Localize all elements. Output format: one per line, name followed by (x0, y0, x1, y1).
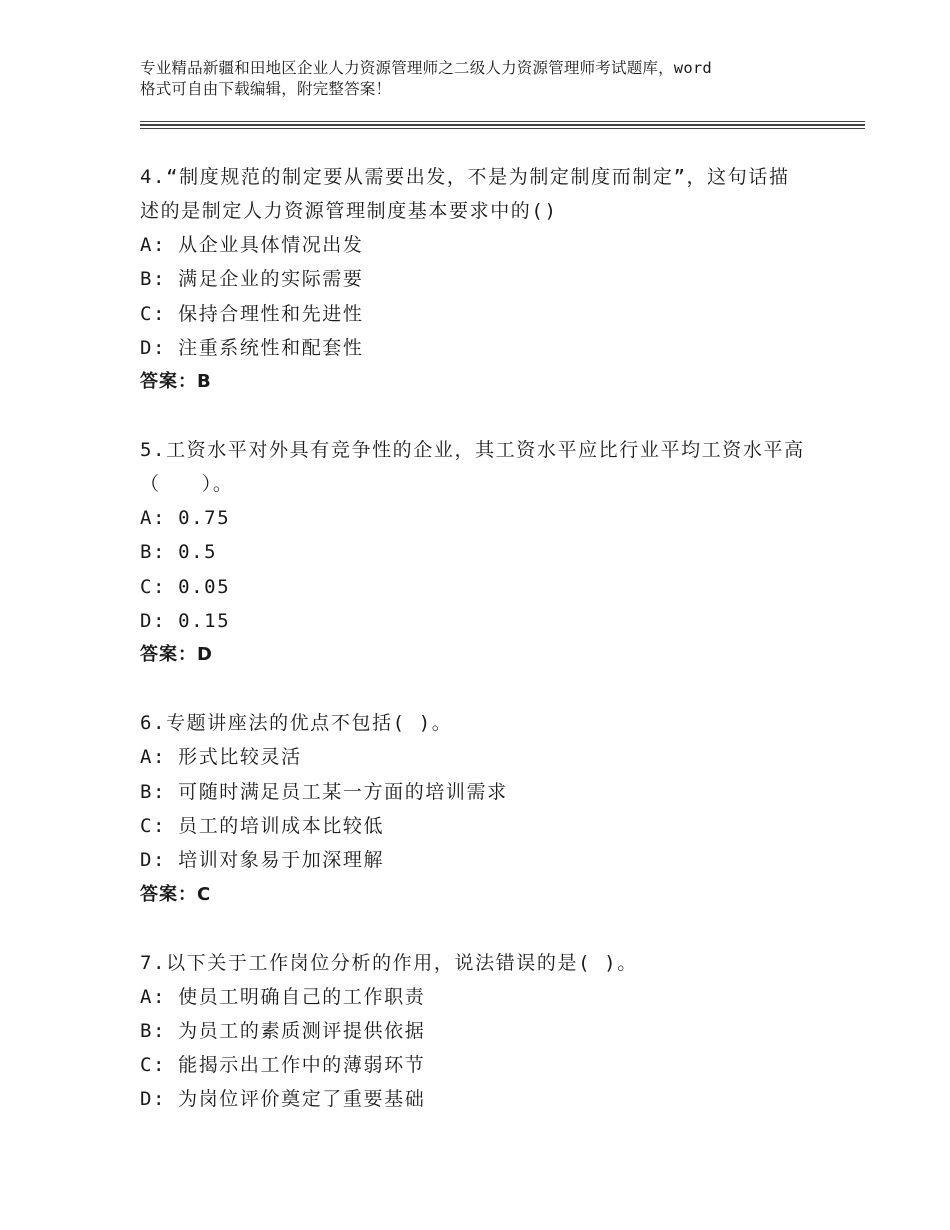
option-key: D : (140, 610, 178, 632)
option-text: 注重系统性和配套性 (178, 336, 364, 359)
question-4 (140, 160, 810, 399)
option-d (140, 331, 810, 365)
option-b (140, 262, 810, 296)
option-d (140, 604, 810, 638)
option-key: D : (140, 337, 178, 359)
answer-label: 答案：C (140, 883, 212, 905)
option-c (140, 1048, 810, 1082)
question-stem: 4.“制度规范的制定要从需要出发，不是为制定制度而制定”，这句话描述的是制定人力资源管理制度基本要求中的() (140, 166, 790, 222)
option-key: C : (140, 815, 178, 837)
header-divider-bottom (140, 128, 865, 129)
question-stem: 7.以下关于工作岗位分析的作用，说法错误的是( )。 (140, 951, 638, 974)
option-c (140, 297, 810, 331)
option-text: 从企业具体情况出发 (178, 234, 364, 256)
header-divider-top (140, 121, 865, 122)
question-list (140, 160, 810, 1151)
option-text: 培训对象易于加深理解 (178, 849, 385, 872)
option-key: A : (140, 234, 178, 256)
option-key: D : (140, 849, 178, 871)
option-text: 可随时满足员工某一方面的培训需求 (178, 780, 508, 803)
question-6 (140, 706, 810, 911)
option-key: A : (140, 986, 178, 1008)
option-text: 0.05 (178, 575, 231, 598)
option-key: A : (140, 507, 178, 529)
option-text: 为员工的素质测评提供依据 (178, 1019, 426, 1042)
option-text: 员工的培训成本比较低 (178, 814, 385, 837)
option-key: B : (140, 268, 178, 290)
option-c (140, 570, 810, 604)
header-line-1: 专业精品新疆和田地区企业人力资源管理师之二级人力资源管理师考试题库，word (140, 59, 712, 77)
question-5 (140, 433, 810, 672)
option-key: C : (140, 1054, 178, 1076)
option-d (140, 843, 810, 877)
header-divider-middle (140, 124, 865, 126)
option-text: 保持合理性和先进性 (178, 302, 364, 325)
option-text: 能揭示出工作中的薄弱环节 (178, 1054, 426, 1077)
option-key: B : (140, 1020, 178, 1042)
option-a (140, 228, 810, 262)
option-text: 使员工明确自己的工作职责 (178, 985, 426, 1008)
question-stem: 6.专题讲座法的优点不包括( )。 (140, 712, 453, 735)
header-line-2: 格式可自由下载编辑，附完整答案！ (140, 80, 392, 98)
option-text: 0.5 (178, 541, 218, 564)
option-text: 为岗位评价奠定了重要基础 (178, 1088, 426, 1111)
option-a (140, 501, 810, 535)
option-text: 满足企业的实际需要 (178, 268, 364, 291)
question-7 (140, 946, 810, 1117)
document-header (140, 58, 840, 100)
option-c (140, 809, 810, 843)
option-text: 0.15 (178, 610, 231, 633)
option-a (140, 740, 810, 774)
option-b (140, 775, 810, 809)
option-key: D : (140, 1088, 178, 1110)
option-text: 0.75 (178, 507, 231, 530)
question-stem: 5.工资水平对外具有竞争性的企业，其工资水平应比行业平均工资水平高（ ）。 (140, 439, 805, 496)
option-b (140, 1014, 810, 1048)
option-b (140, 535, 810, 569)
option-text: 形式比较灵活 (178, 746, 302, 769)
option-key: B : (140, 781, 178, 803)
option-key: A : (140, 746, 178, 768)
answer-label: 答案：B (140, 371, 212, 393)
option-key: C : (140, 576, 178, 598)
option-key: B : (140, 541, 178, 563)
answer-label: 答案：D (140, 644, 213, 666)
option-a (140, 980, 810, 1014)
option-d (140, 1082, 810, 1116)
option-key: C : (140, 303, 178, 325)
